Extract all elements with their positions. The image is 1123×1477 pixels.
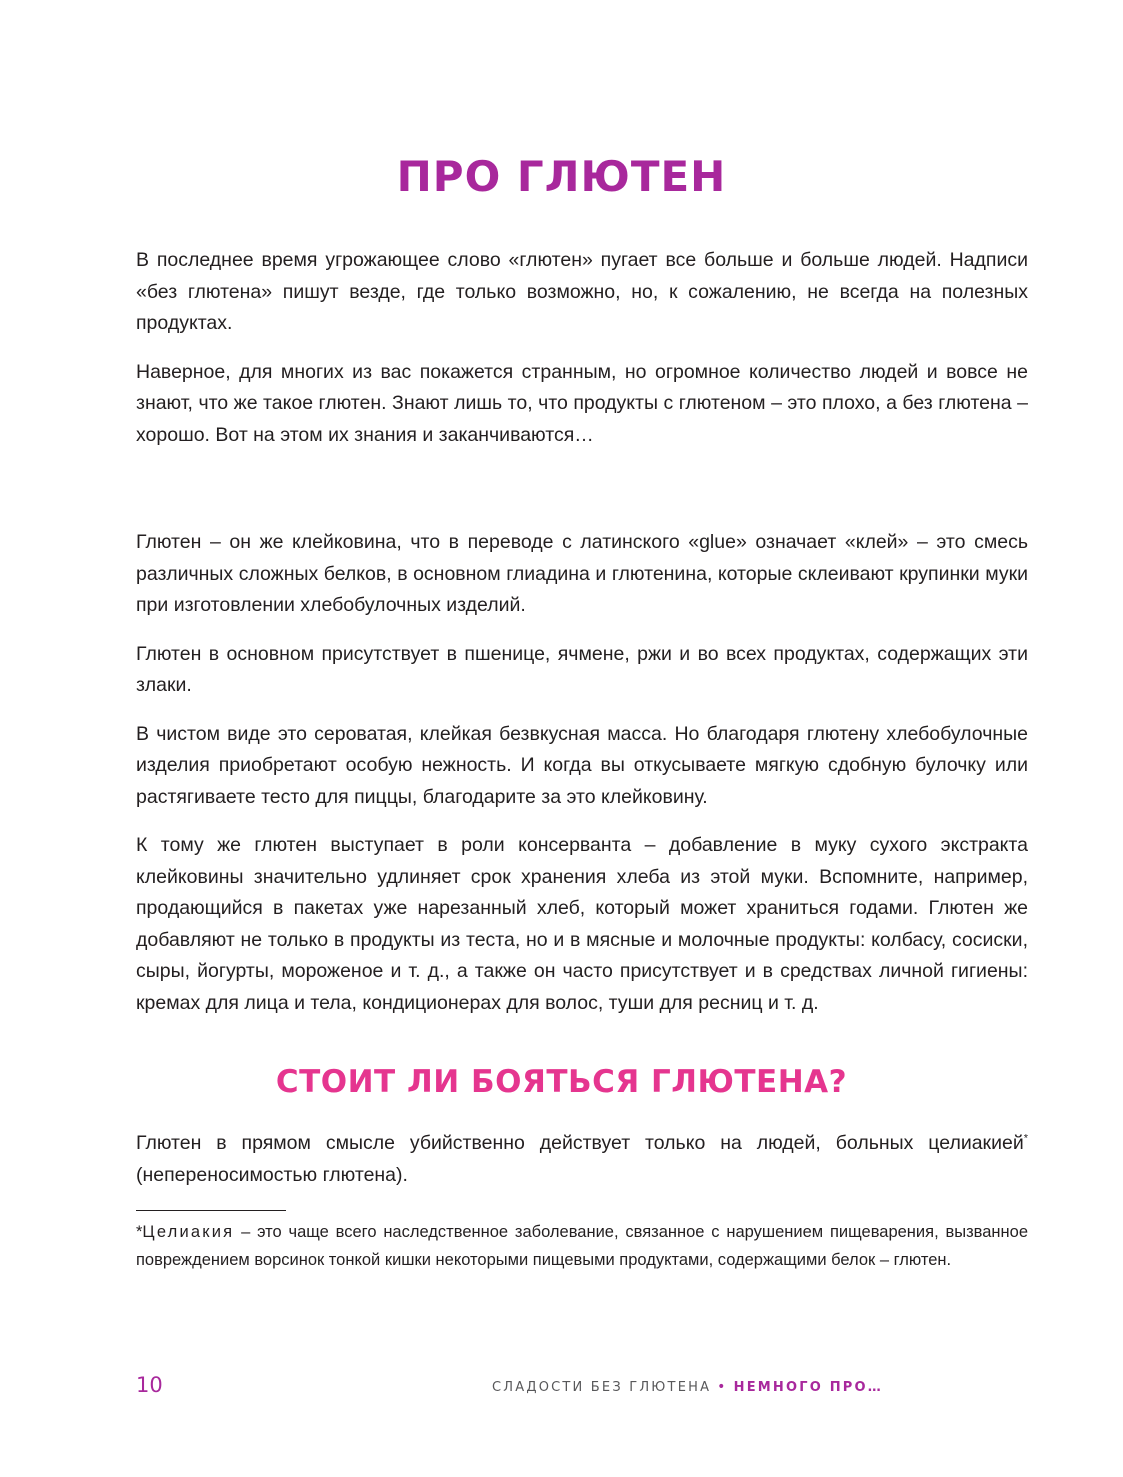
page-number: 10 (136, 1373, 163, 1397)
intro-paragraph-1: В последнее время угрожающее слово «глютен» пугает все больше и больше людей. Надписи «без глютена» пишут везде, где только возможно, но, к сожалению, не всегда на полезных продуктах. (136, 249, 1028, 334)
footnote-mark: * (136, 1223, 143, 1241)
body-paragraph-1: Глютен – он же клейковина, что в переводе с латинского «glue» означает «клей» – это смесь различных сложных белков, в основном глиадина и глютенина, которые склеивают крупинки муки при изготовлении хлебобулочных изделий. (136, 531, 1028, 616)
body-paragraph-4: К тому же глютен выступает в роли консерванта – добавление в муку сухого экстракта клейковины значительно удлиняет срок хранения хлеба из этой муки. Вспомните, например, продающийся в пакетах уже нарезанный хлеб, который может храниться годами. Глютен же добавляют не только в продукты из теста, но и в мясные и молочные продукты: колбасу, сосиски, сыры, йогурты, мороженое и т. д., а также он часто присутствует и в средствах личной гигиены: кремах для лица и тела, кондиционерах для волос, туши для ресниц и т. д. (136, 834, 1028, 1014)
footnote-divider (136, 1210, 286, 1211)
body-block (136, 527, 1028, 1019)
book-title: СЛАДОСТИ БЕЗ ГЛЮТЕНА (492, 1380, 712, 1395)
intro-block (136, 245, 1028, 451)
intro-paragraph-2: Наверное, для многих из вас покажется странным, но огромное количество людей и вовсе не знают, что же такое глютен. Знают лишь то, что продукты с глютеном – это плохо, а без глютена – хорошо. Вот на этом их знания и заканчиваются… (136, 360, 1028, 446)
section2-text-end: (непереносимостью глютена). (136, 1163, 408, 1186)
bullet-separator-icon: • (717, 1379, 728, 1395)
section2-block (136, 1128, 1028, 1191)
footnote-term: Целиакия (142, 1223, 235, 1241)
running-footer (492, 1379, 883, 1395)
section-heading: СТОИТ ЛИ БОЯТЬСЯ ГЛЮТЕНА? (275, 1064, 848, 1100)
footnote-text: – это чаще всего наследственное заболевание, связанное с нарушением пищеварения, вызванное повреждением ворсинок тонкой кишки некоторыми пищевыми продуктами, содержащими белок – глютен. (136, 1223, 1028, 1269)
section-title: НЕМНОГО ПРО… (733, 1380, 883, 1395)
body-paragraph-3: В чистом виде это сероватая, клейкая безвкусная масса. Но благодаря глютену хлебобулочные изделия приобретают особую нежность. И когда вы откусываете мягкую сдобную булочку или растягиваете тесто для пиццы, благодарите за это клейковину. (136, 722, 1028, 808)
section2-paragraph (136, 1128, 1028, 1191)
footnote (136, 1218, 1028, 1274)
section2-text: Глютен в прямом смысле убийственно действует только на людей, больных целиакией (136, 1132, 1024, 1154)
body-paragraph-2: Глютен в основном присутствует в пшенице, ячмене, ржи и во всех продуктах, содержащих эти злаки. (136, 642, 1028, 696)
page-title: ПРО ГЛЮТЕН (396, 152, 727, 201)
footnote-reference: * (1023, 1132, 1028, 1145)
